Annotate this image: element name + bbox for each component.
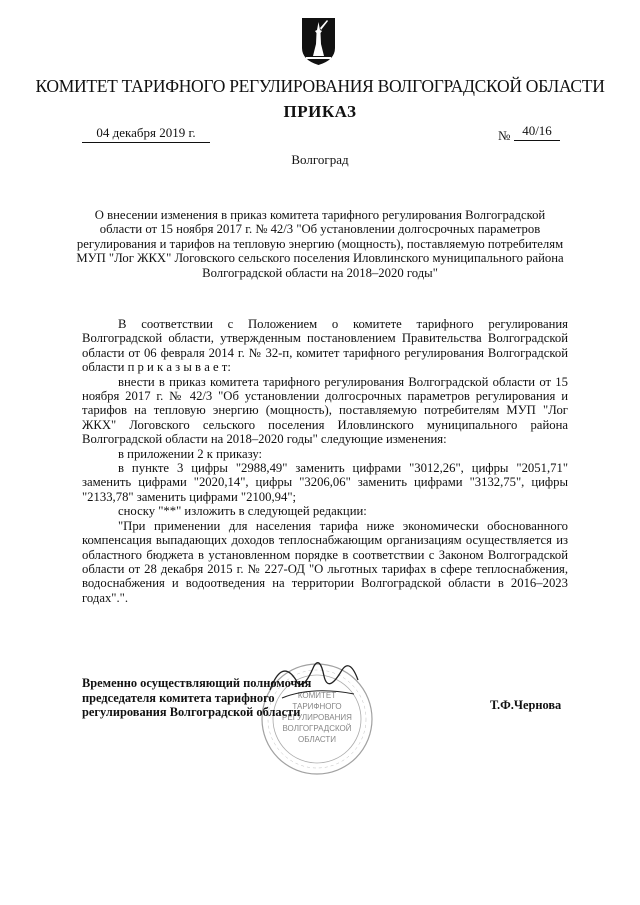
stamp-line: РЕГУЛИРОВАНИЯ [282,713,352,722]
signatory-line: председателя комитета тарифного [82,690,275,705]
signatory-position [82,676,342,720]
body-paragraph: сноску "**" изложить в следующей редакции: [118,504,367,519]
city: Волгоград [291,152,349,167]
order-body [82,317,568,605]
body-paragraph: в приложении 2 к приказу: [118,446,263,461]
body-paragraph: "При применении для населения тарифа ниже экономически обоснованного компенсация выпадающих доходов теплоснабжающим организациям осуществляется из областного бюджета в установленном порядке в соответствии с Законом Волгоградской области от 28 декабря 2015 г. № 227-ОД "О льготных тарифах в сфере теплоснабжения, водоснабжения и водоотведения на территории Волгоградской области в 2016–2023 годах".". [82,518,568,605]
body-paragraph: внести в приказ комитета тарифного регулирования Волгоградской области от 15 ноября 2017 г. № 42/3 "Об установлении долгосрочных параметров регулирования и тарифов на тепловую энергию (мощность), поставляемую потребителям МУП "Лог ЖКХ" Логовского сельского поселения Иловлинского муниципального района Волгоградской области на 2018–2020 годы" следующие изменения: [82,374,568,447]
stamp-line: ТАРИФНОГО [292,702,342,711]
order-number: 40/16 [514,123,560,141]
body-paragraph: в пункте 3 цифры "2988,49" заменить цифрами "3012,26", цифры "2051,71" заменить цифрами "2020,14", цифры "3206,06" заменить цифрами "3132,75", цифры "2133,78" заменить цифрами "2100,94"; [82,461,568,504]
signatory-name: Т.Ф.Чернова [490,698,562,712]
volgograd-coat-of-arms-icon [300,16,337,66]
committee-title: КОМИТЕТ ТАРИФНОГО РЕГУЛИРОВАНИЯ ВОЛГОГРАДСКОЙ ОБЛАСТИ [35,76,605,96]
body-paragraph: В соответствии с Положением о комитете тарифного регулирования Волгоградской области, утвержденным постановлением Правительства Волгоградской области от 06 февраля 2014 г. № 32-п, комитет тарифного регулирования Волгоградской области п р и к а з ы в а е т: [82,317,568,375]
stamp-line: ОБЛАСТИ [297,735,337,744]
document-type: ПРИКАЗ [283,102,357,121]
number-sign: № [498,128,511,143]
order-subject: О внесении изменения в приказ комитета тарифного регулирования Волгоградской области от 15 ноября 2017 г. № 42/3 "Об установлении долгосрочных параметров регулирования и тарифов на тепловую энергию (мощность), поставляемую потребителям МУП "Лог ЖКХ" Логовского сельского поселения Иловлинского муниципального района Волгоградской области на 2018–2020 годы" [76,208,564,280]
stamp-line: ВОЛГОГРАДСКОЙ [282,724,352,733]
order-date: 04 декабря 2019 г. [82,125,210,143]
stamp-line: КОМИТЕТ [297,691,337,700]
signatory-line: Временно осуществляющий полномочия [82,676,312,690]
signatory-line: регулирования Волгоградской области [82,705,301,720]
